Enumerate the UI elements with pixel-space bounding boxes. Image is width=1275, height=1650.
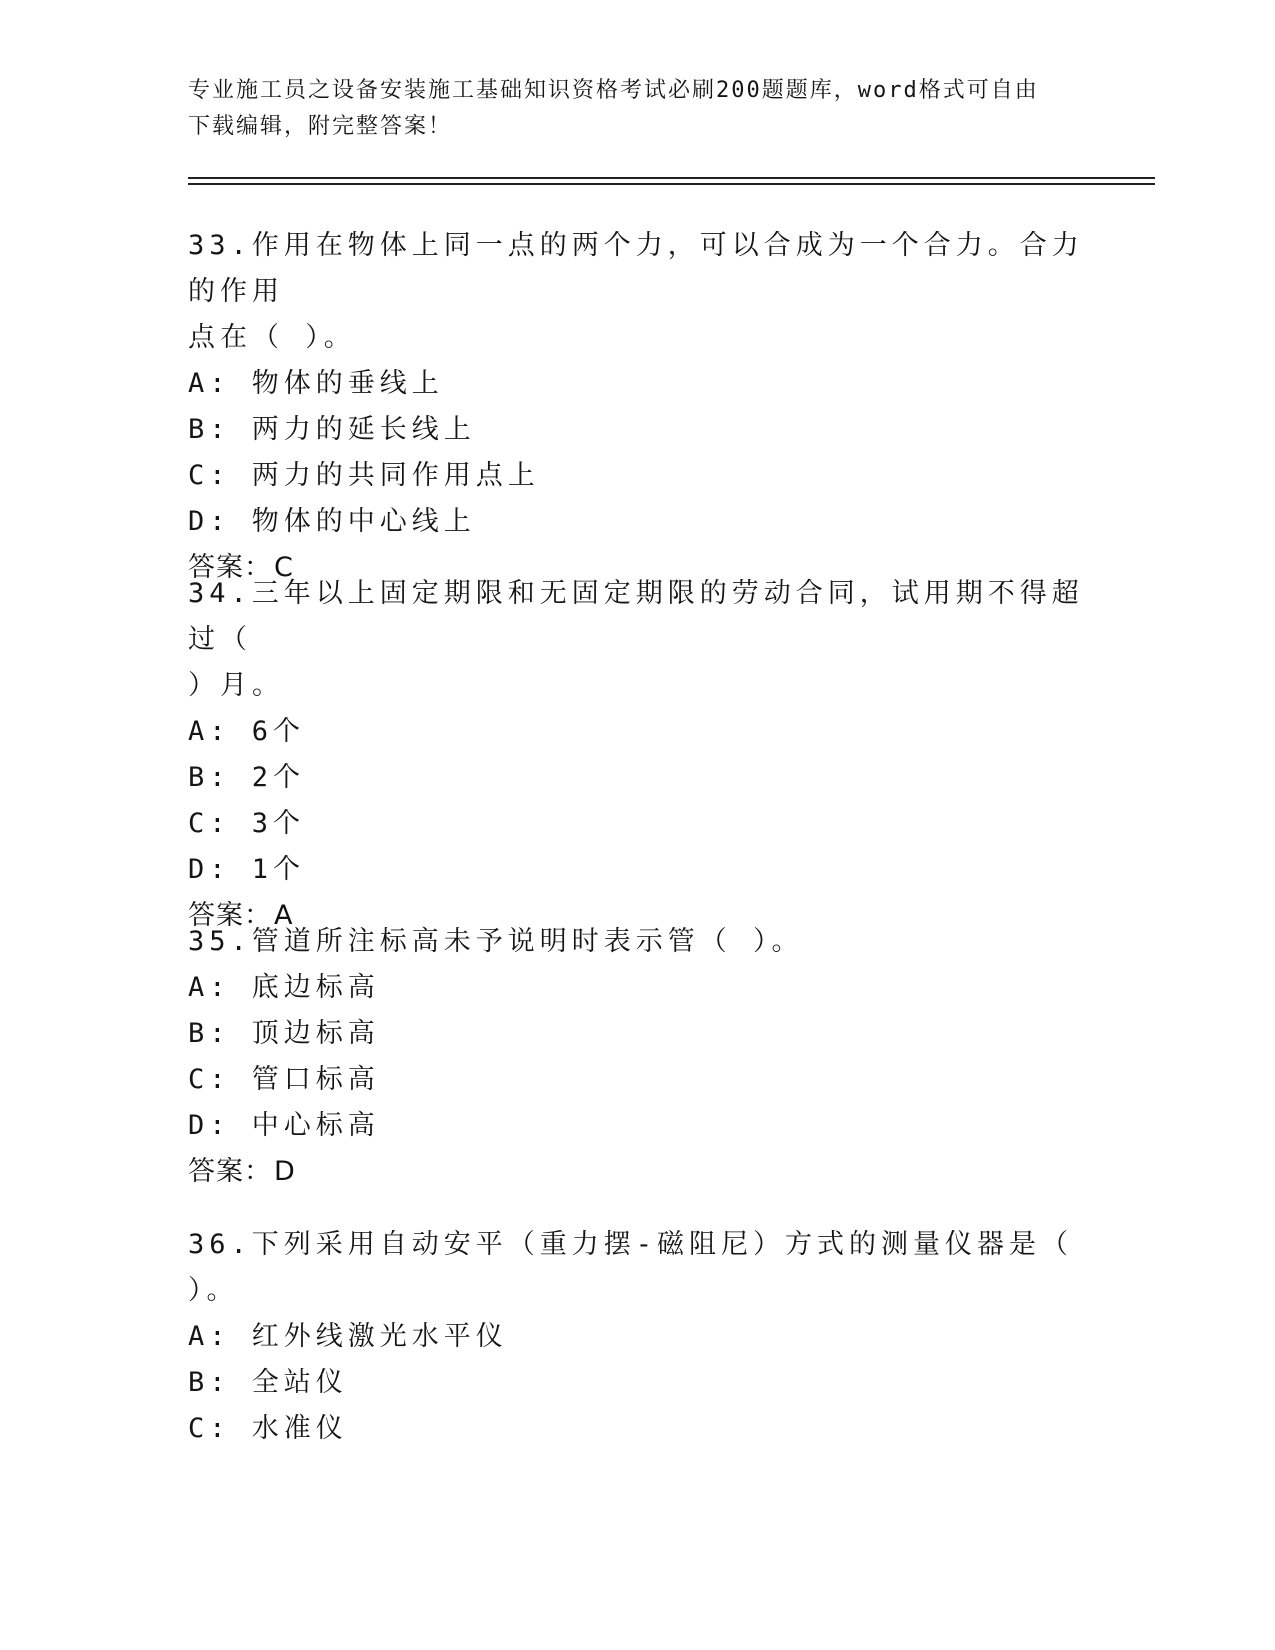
answer-value: A xyxy=(274,900,294,931)
option-c: C: 管口标高 xyxy=(188,1064,380,1095)
header-divider-bottom xyxy=(188,183,1155,185)
document-header xyxy=(188,73,1088,145)
answer-value: C xyxy=(274,552,294,583)
option-a: A: 6个 xyxy=(188,716,306,747)
option-c: C: 两力的共同作用点上 xyxy=(188,460,540,491)
question-block-36 xyxy=(188,1222,1088,1452)
answer-label: 答案： xyxy=(188,900,272,931)
question-text-line-2: ）月。 xyxy=(188,670,284,701)
question-text-line-1: 36.下列采用自动安平（重力摆-磁阻尼）方式的测量仪器是（ ）。 xyxy=(188,1229,1074,1306)
question-block-35 xyxy=(188,919,1088,1195)
question-text-line-1: 34.三年以上固定期限和无固定期限的劳动合同，试用期不得超过（ xyxy=(188,578,1084,655)
header-line-2: 下载编辑，附完整答案！ xyxy=(188,114,453,139)
option-b: B: 两力的延长线上 xyxy=(188,414,476,445)
option-b: B: 2个 xyxy=(188,762,306,793)
option-c: C: 水准仪 xyxy=(188,1413,348,1444)
option-d: D: 中心标高 xyxy=(188,1110,380,1141)
answer-value: D xyxy=(274,1156,296,1187)
option-a: A: 物体的垂线上 xyxy=(188,368,444,399)
option-d: D: 1个 xyxy=(188,854,306,885)
question-text-line-1: 35.管道所注标高未予说明时表示管（ ）。 xyxy=(188,926,804,957)
question-block-34 xyxy=(188,571,1088,939)
option-b: B: 顶边标高 xyxy=(188,1018,380,1049)
header-line-1: 专业施工员之设备安装施工基础知识资格考试必刷200题题库，word格式可自由 xyxy=(188,78,1039,103)
option-b: B: 全站仪 xyxy=(188,1367,348,1398)
option-c: C: 3个 xyxy=(188,808,306,839)
question-text-line-2: 点在（ ）。 xyxy=(188,322,356,353)
answer-label: 答案： xyxy=(188,552,272,583)
answer-line xyxy=(188,1149,1088,1195)
option-a: A: 红外线激光水平仪 xyxy=(188,1321,508,1352)
answer-label: 答案： xyxy=(188,1156,272,1187)
header-divider-top xyxy=(188,177,1155,179)
question-block-33 xyxy=(188,223,1088,591)
question-text-line-1: 33.作用在物体上同一点的两个力，可以合成为一个合力。合力的作用 xyxy=(188,230,1084,307)
option-d: D: 物体的中心线上 xyxy=(188,506,476,537)
option-a: A: 底边标高 xyxy=(188,972,380,1003)
